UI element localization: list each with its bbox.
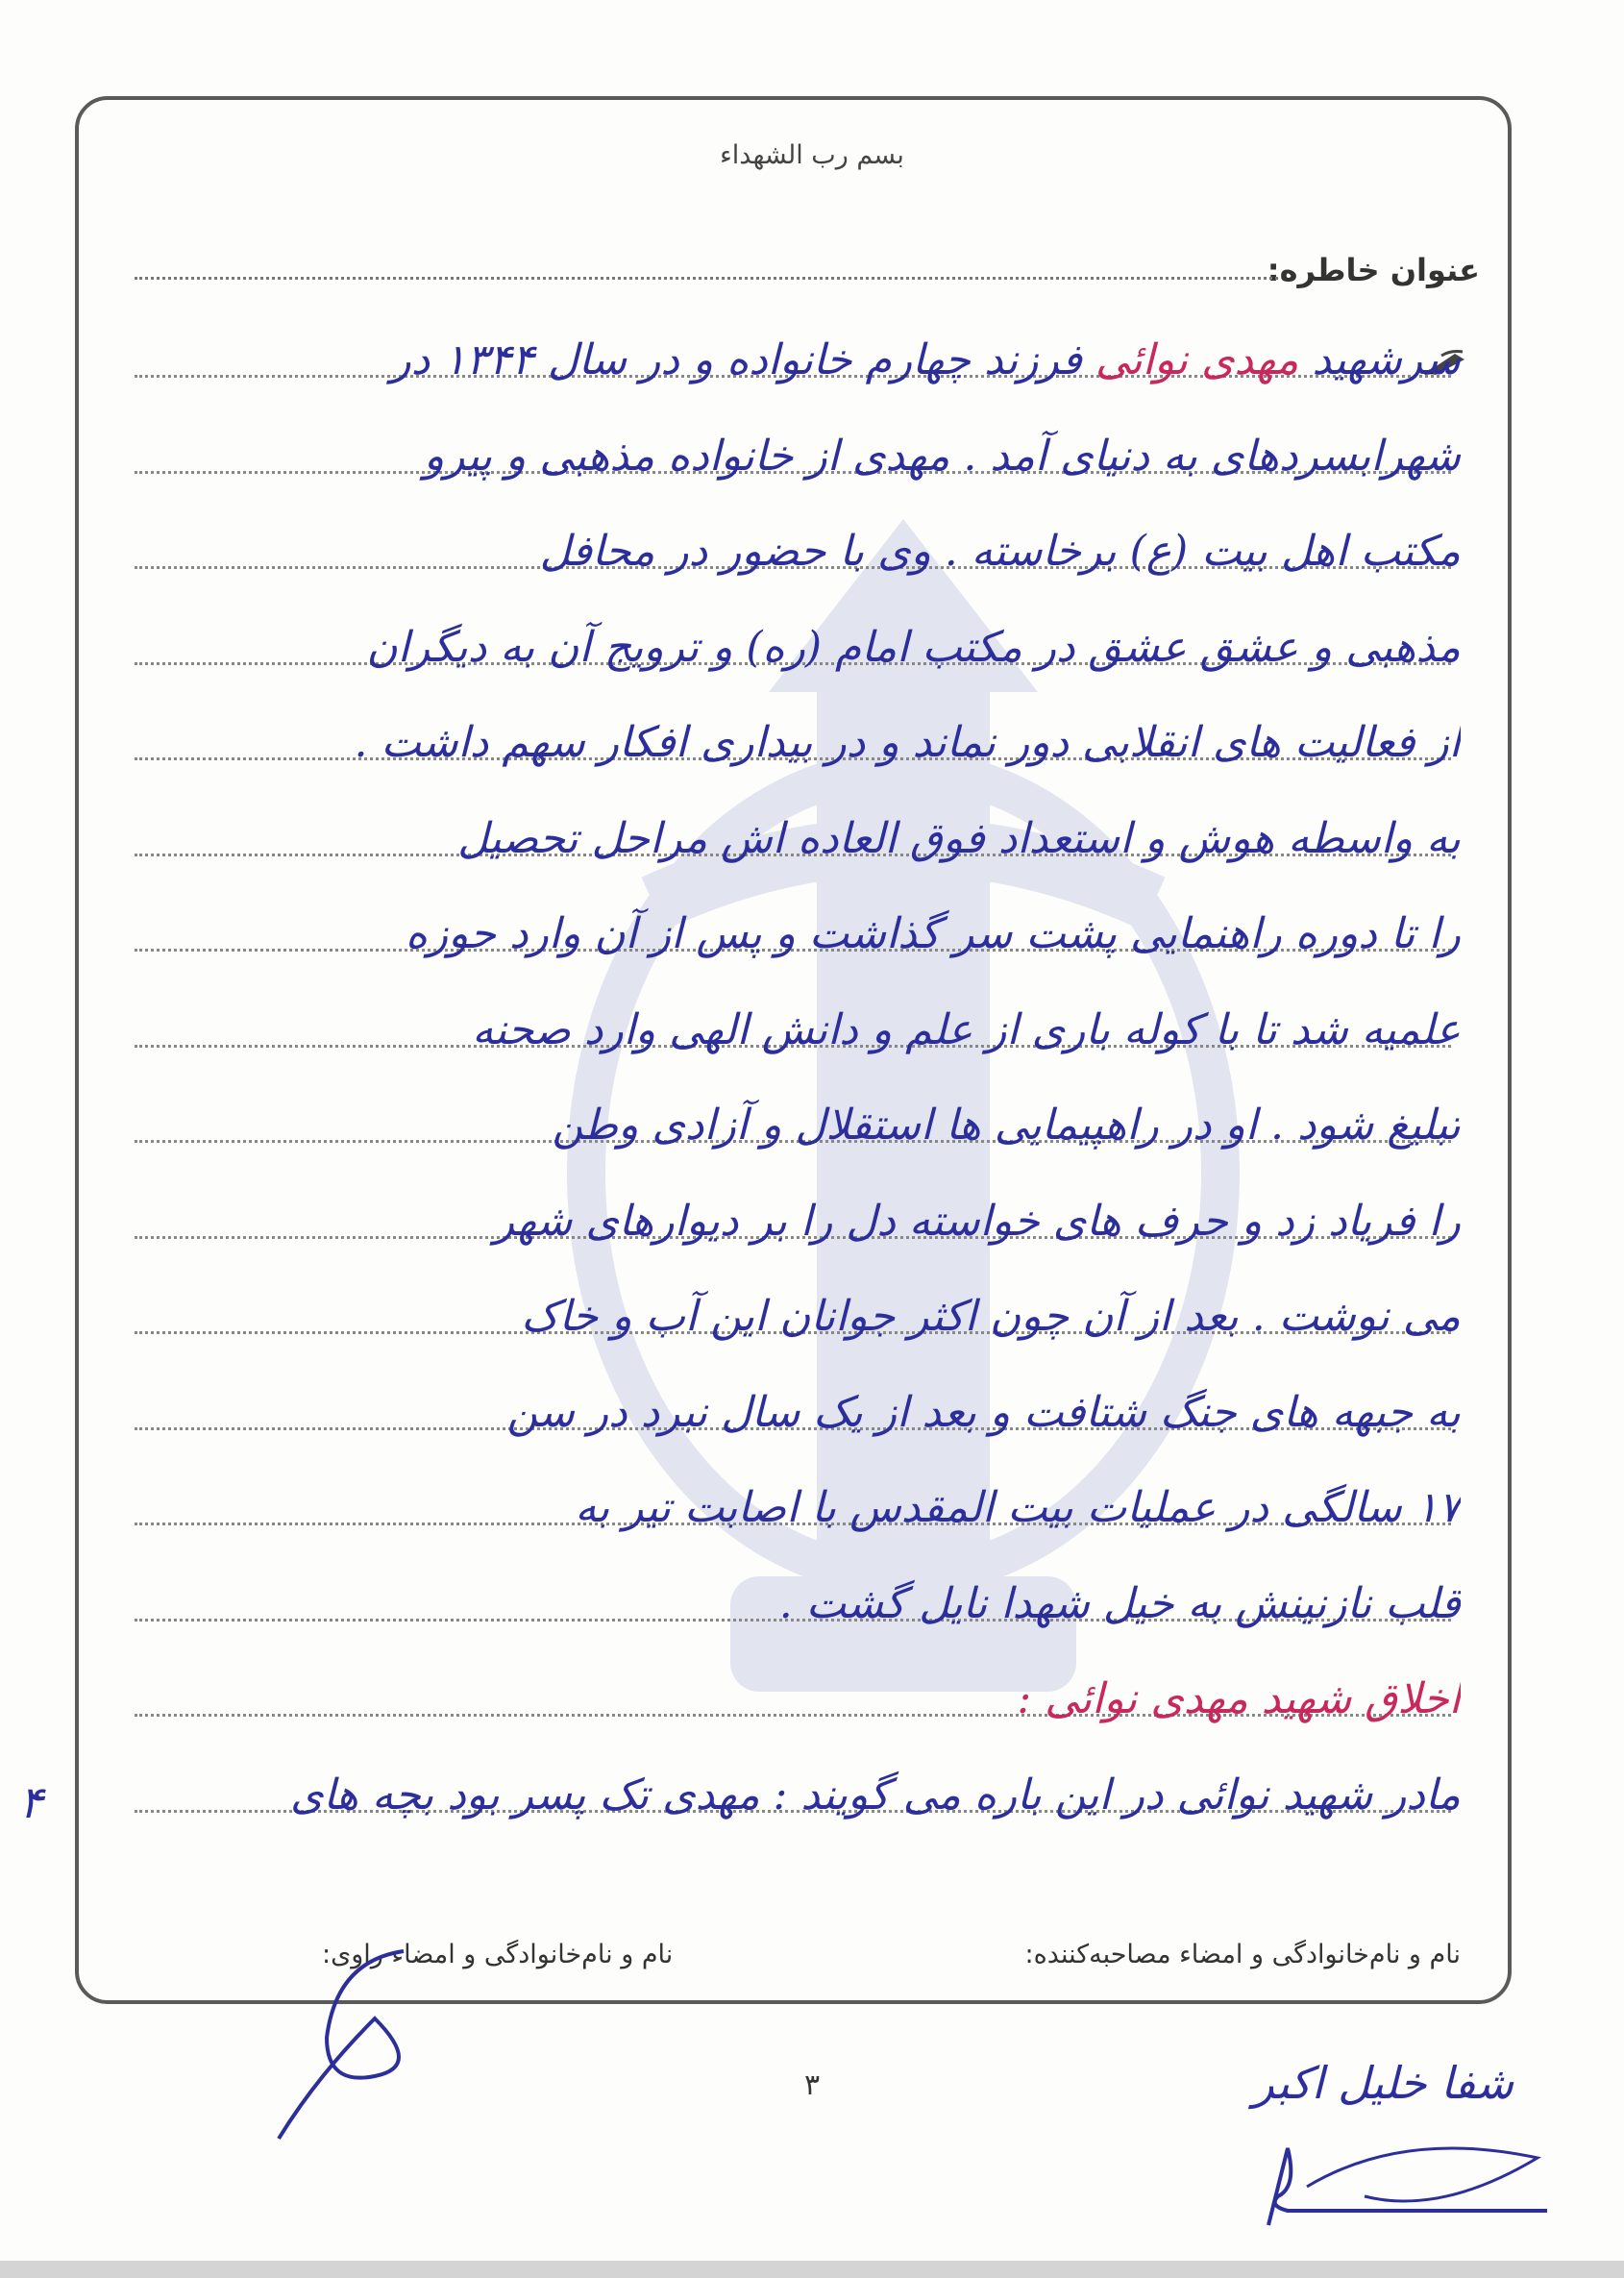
handwritten-line: علمیه شد تا با کوله باری از علم و دانش الهی وارد صحنه <box>472 1004 1461 1054</box>
handwritten-line: شهرابسردهای به دنیای آمد . مهدی از خانواده مذهبی و پیرو <box>423 431 1461 481</box>
martyr-name-highlight: مهدی نوائی <box>1095 335 1299 384</box>
page-number: ۳ <box>803 2068 821 2102</box>
handwritten-line: مادر شهید نوائی در این باره می گویند : مهدی تک پسر بود بچه های <box>289 1770 1461 1820</box>
memory-title-label: عنوان خاطره: <box>1267 252 1480 288</box>
interviewer-signature-text: شفا خلیل اکبر <box>1252 2057 1513 2109</box>
handwritten-line: مکتب اهل بیت (ع) برخاسته . وی با حضور در محافل <box>539 527 1461 576</box>
handwritten-line: می نوشت . بعد از آن چون اکثر جوانان این آب و خاک <box>521 1292 1461 1341</box>
scan-edge <box>0 2261 1624 2278</box>
interviewer-signature-drawing <box>1249 2119 1566 2235</box>
title-dotted-line <box>135 277 1278 280</box>
handwritten-line: تبلیغ شود . او در راهپیمایی ها استقلال و آزادی وطن <box>552 1101 1461 1150</box>
handwritten-line: را فریاد زد و حرف های خواسته دل را بر دیوارهای شهر <box>493 1196 1461 1246</box>
handwritten-line: قلب نازنینش به خیل شهدا نایل گشت . <box>778 1578 1461 1628</box>
handwritten-line: مذهبی و عشق عشق در مکتب امام (ره) و ترویج آن به دیگران <box>366 622 1461 672</box>
margin-note: ۴ <box>19 1776 43 1828</box>
handwritten-line: از فعالیت های انقلابی دور نماند و در بیداری افکار سهم داشت . <box>354 718 1461 767</box>
handwritten-line: به جبهه های جنگ شتافت و بعد از یک سال نبرد در سن <box>506 1387 1461 1437</box>
handwritten-line: سرشهید مهدی نوائی فرزند چهارم خانواده و در سال ۱۳۴۴ در <box>390 335 1461 384</box>
handwritten-line: را تا دوره راهنمایی پشت سر گذاشت و پس از آن وارد حوزه <box>405 909 1461 958</box>
handwritten-line: اخلاق شهید مهدی نوائی : <box>1017 1674 1461 1723</box>
narrator-signature-drawing <box>259 1932 509 2153</box>
interviewer-signature-label: نام و نام‌خانوادگی و امضاء مصاحبه‌کننده: <box>1024 1940 1461 1969</box>
handwritten-line: به واسطه هوش و استعداد فوق العاده اش مراحل تحصیل <box>457 813 1461 863</box>
narrator-signature-label: نام و نام‌خانوادگی و امضاء راوی: <box>322 1940 674 1969</box>
basmala-header: بسم رب الشهداء <box>720 140 904 170</box>
handwritten-line: ۱۷ سالگی در عملیات بیت المقدس با اصابت تیر به <box>575 1483 1461 1532</box>
